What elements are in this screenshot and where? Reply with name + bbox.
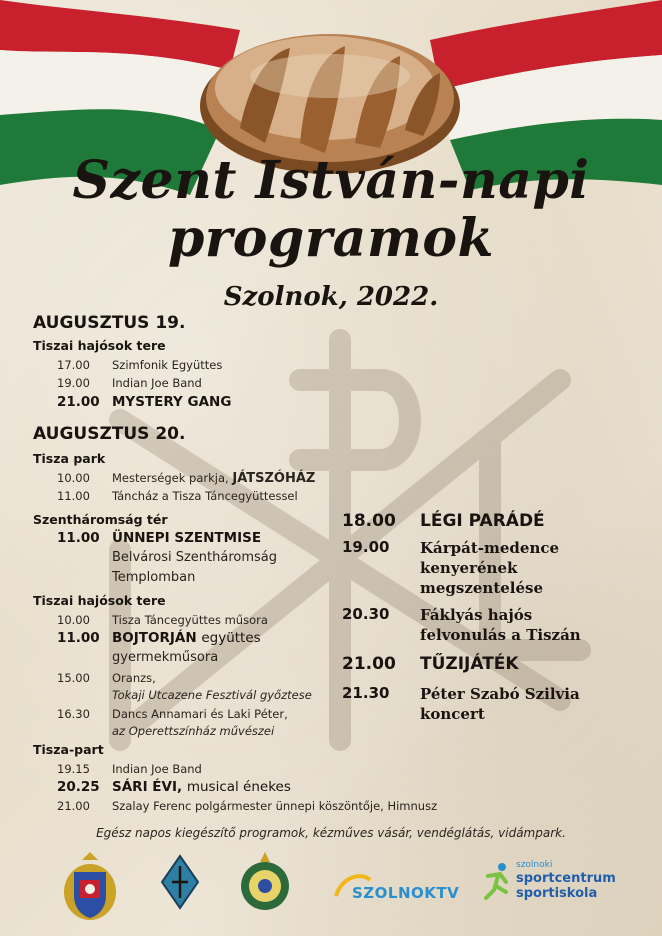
program-time: 10.00 xyxy=(57,471,90,485)
program-text: ÜNNEPI SZENTMISE xyxy=(112,530,262,546)
program-text-line: Tokaji Utcazene Fesztivál győztese xyxy=(112,688,312,702)
program-item xyxy=(57,762,357,778)
venue-tiszai-hajosok-tere: Tiszai hajósok tere xyxy=(33,338,166,353)
program-time: 11.00 xyxy=(57,630,100,646)
program-time: 20.30 xyxy=(342,605,390,623)
program-time: 20.25 xyxy=(57,779,100,795)
program-time: 18.00 xyxy=(342,511,396,531)
program-time: 21.00 xyxy=(342,654,396,674)
program-text: Dancs Annamari és Laki Péter, xyxy=(112,707,288,721)
program-text: Indian Joe Band xyxy=(112,376,202,390)
program-text: Táncház a Tisza Táncegyüttessel xyxy=(112,489,298,503)
city-coat-of-arms-icon xyxy=(60,850,120,926)
program-text: Péter Szabó Szilvia xyxy=(420,685,580,703)
runner-icon xyxy=(484,862,512,902)
program-text: Indian Joe Band xyxy=(112,762,202,776)
venue-tisza-park: Tisza park xyxy=(33,451,106,466)
program-text-line: Templomban xyxy=(112,570,196,585)
program-item xyxy=(57,671,357,687)
page-subtitle: Szolnok, 2022. xyxy=(223,282,439,312)
sponsor-logos xyxy=(0,846,662,936)
program-item xyxy=(57,471,357,487)
day-heading-aug20: AUGUSZTUS 20. xyxy=(33,424,186,444)
evening-program-item xyxy=(342,538,642,602)
program-text: felvonulás a Tiszán xyxy=(420,626,581,644)
program-time: 21.30 xyxy=(342,684,390,702)
program-item xyxy=(57,530,357,548)
program-text: Oranzs, xyxy=(112,671,156,685)
program-text: Tisza Táncegyüttes műsora xyxy=(112,613,268,627)
evening-program-item xyxy=(342,511,642,535)
page-title-line1: Szent István-napi xyxy=(72,150,590,211)
program-text: MYSTERY GANG xyxy=(112,394,232,410)
program-text: Szalay Ferenc polgármester ünnepi köszöntője, Himnusz xyxy=(112,799,438,813)
program-text-line: Belvárosi Szentháromság xyxy=(112,550,278,565)
venue-szentharomsag-ter: Szentháromság tér xyxy=(33,512,168,527)
program-time: 11.00 xyxy=(57,530,100,546)
program-time: 10.00 xyxy=(57,613,90,627)
program-text: koncert xyxy=(420,705,485,723)
program-item xyxy=(57,630,357,648)
program-item xyxy=(57,613,357,629)
szolnoktv-logo xyxy=(332,870,460,910)
evening-program-item xyxy=(342,654,642,678)
sport-logo-line1: szolnoki xyxy=(516,860,553,870)
program-text: SÁRI ÉVI, musical énekes xyxy=(112,779,291,795)
program-item xyxy=(57,489,357,505)
program-text: Szimfonik Együttes xyxy=(112,358,223,372)
program-time: 17.00 xyxy=(57,358,90,372)
program-text: LÉGI PARÁDÉ xyxy=(420,511,545,531)
program-item xyxy=(57,358,357,374)
day-heading-aug19: AUGUSZTUS 19. xyxy=(33,313,186,333)
program-time: 19.00 xyxy=(342,538,390,556)
program-text-line: gyermekműsora xyxy=(112,650,219,665)
program-time: 15.00 xyxy=(57,671,90,685)
program-text-line: az Operettszínház művészei xyxy=(112,724,275,738)
program-time: 19.00 xyxy=(57,376,90,390)
program-text: Fáklyás hajós xyxy=(420,606,533,624)
sport-logo-line3: sportiskola xyxy=(516,886,598,901)
program-item xyxy=(57,376,357,392)
program-item xyxy=(57,779,417,797)
sportcentrum-logo xyxy=(484,860,634,920)
footer-note: Egész napos kiegészítő programok, kézműves vásár, vendéglátás, vidámpark. xyxy=(96,826,566,840)
sport-logo-line2: sportcentrum xyxy=(516,871,616,886)
program-time: 19.15 xyxy=(57,762,90,776)
venue-tisza-part: Tisza-part xyxy=(33,742,104,757)
program-text: TŰZIJÁTÉK xyxy=(420,654,519,674)
program-time: 21.00 xyxy=(57,394,100,410)
evening-program-item xyxy=(342,605,642,649)
evening-program-item xyxy=(342,684,642,728)
program-text: Kárpát-medence xyxy=(420,539,560,557)
venue-tiszai-hajosok-tere-2: Tiszai hajósok tere xyxy=(33,593,166,608)
program-item xyxy=(57,707,357,723)
program-item xyxy=(57,394,357,412)
program-time: 11.00 xyxy=(57,489,90,503)
program-item xyxy=(57,799,537,815)
page-title-line2: programok xyxy=(167,208,495,269)
program-text: megszentelése xyxy=(420,579,544,597)
diamond-emblem-icon xyxy=(160,854,200,914)
program-time: 21.00 xyxy=(57,799,90,813)
program-text: kenyerének xyxy=(420,559,518,577)
emblem-wreath-icon xyxy=(236,848,294,918)
szolnoktv-label: SZOLNOKTV xyxy=(352,884,460,902)
program-text: Mesterségek parkja, JÁTSZÓHÁZ xyxy=(112,471,316,486)
program-time: 16.30 xyxy=(57,707,90,721)
program-text: BOJTORJÁN együttes xyxy=(112,630,261,646)
